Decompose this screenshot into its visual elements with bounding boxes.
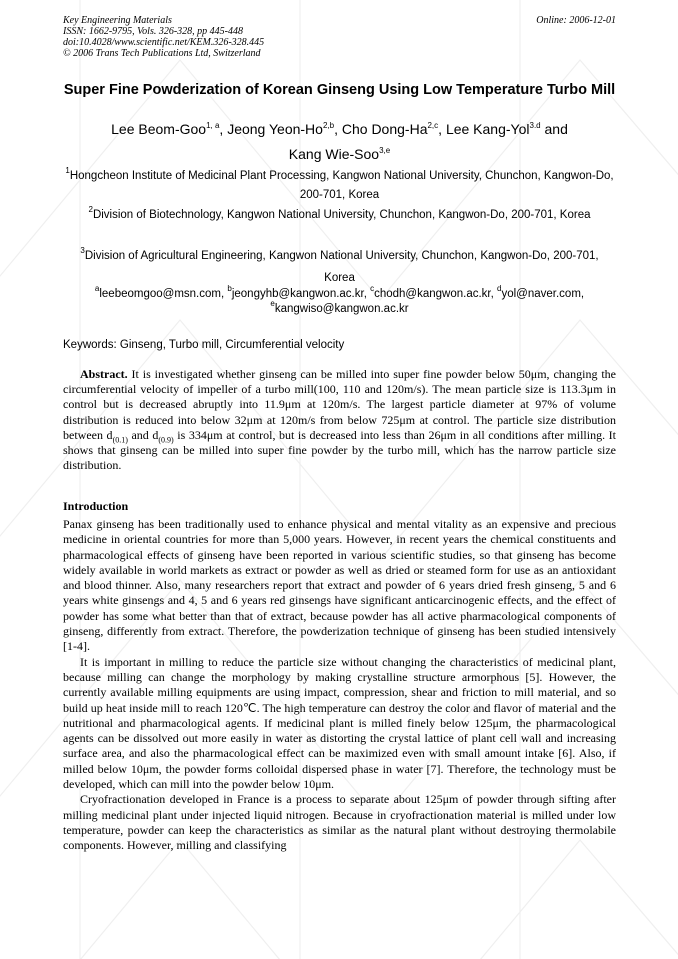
paragraph: Panax ginseng has been traditionally used to enhance physical and mental vitality as an expensive and precious medicine in oriental countries for more than 5,000 years. However, in recent years the chemical constituents and pharmacological effects of ginseng have been reported in various scientific studies, so that ginseng has become widely available in world markets as extract or powder as well as dried or steamed form for use as an antioxidant and blood thinner. Also, many researchers report that extract and powder of 6 years dried fresh ginseng, 5 and 6 years white ginsengs and 4, 5 and 6 years red ginsengs have significant anticarcinogenic effects, and the effect of powder has some what better than that of extract, because powder has all active pharmacological components of ginseng, differently from extract. Therefore, the powderization technique of ginseng has been studied intensively [1-4]. <box>63 517 616 654</box>
author: Cho Dong-Ha$^{2,c}$ <box>341 121 439 137</box>
journal-header <box>63 15 616 59</box>
paper-title: Super Fine Powderization of Korean Ginseng Using Low Temperature Turbo Mill <box>63 82 616 98</box>
doi-line: doi:10.4028/www.scientific.net/KEM.326-328.445 <box>63 37 265 48</box>
section-heading: Introduction <box>63 499 129 513</box>
affiliation-3: $^3$Division of Agricultural Engineering, Kangwon National University, Chunchon, Kangwon-Do, 200-701, Korea <box>80 246 599 284</box>
author: Kang Wie-Soo$^{3,e}$ <box>288 146 391 162</box>
author: Lee Kang-Yol$^{3.d}$ <box>445 121 541 137</box>
author-list: Lee Beom-Goo$^{1, a}$, Jeong Yeon-Ho$^{2,b}$, Cho Dong-Ha$^{2,c}$, Lee Kang-Yol$^{3.d}$ and Kang Wie-Soo$^{3,e}$ <box>111 121 568 162</box>
section-body <box>63 517 616 854</box>
abstract: Abstract. It is investigated whether ginseng can be milled into super fine powder below 50μm, changing the circumferential velocity of impeller of a turbo mill(100, 110 and 120m/s). The mean particle size is 113.3μm in control but is decreased abruptly into 11.9μm at 120m/s. The largest particle diameter at 97% of volume distribution is reduced into below 32μm at 120m/s from below 725μm at control. The particle size distribution between $d_{(0.1)}$ and $d_{(0.9)}$ is 334μm at control, but is decreased into less than 26μm in all conditions after milling. It shows that ginseng can be milled into super fine powder by the turbo mill, which has the narrow particle size distribution. <box>63 367 616 473</box>
affiliation-1: $^1$Hongcheon Institute of Medicinal Plant Processing, Kangwon National University, Chunchon, Kangwon-Do, 200-701, Korea <box>65 166 614 201</box>
email: $^d$yol@naver.com, <box>497 284 585 300</box>
affiliation-2: $^2$Division of Biotechnology, Kangwon National University, Chunchon, Kangwon-Do, 200-701, Korea <box>88 205 591 221</box>
email: $^a$leebeomgoo@msn.com, <box>94 284 228 300</box>
journal-name: Key Engineering Materials <box>63 15 172 26</box>
email: $^c$chodh@kangwon.ac.kr, <box>370 284 498 300</box>
author: Jeong Yeon-Ho$^{2,b}$ <box>227 121 335 137</box>
abstract-label: Abstract. <box>80 367 128 381</box>
paragraph: Cryofractionation developed in France is a process to separate about 125μm of powder through sifting after milling medicinal plant under injected liquid nitrogen. Because in cryofractionation material is milled under low temperature, powder can keep the characteristics as similar as the natural plant without destroying thermolabile components. However, milling and classifying <box>63 792 616 853</box>
email: $^b$jeongyhb@kangwon.ac.kr, <box>227 284 371 300</box>
paragraph: It is important in milling to reduce the particle size without changing the characteristics of medicinal plant, because milling can change the morphology by making crystalline structure armorphous [5]. However, the currently available milling equipments are using impact, compression, shear and friction to mill material, and so build up heat inside mill to reach 120℃. The high temperature can destroy the color and flavor of material and the nutritional and pharmacological agents. If medicinal plant is milled finely below 125μm, the pharmacological agents can be dissolved out more easily in water as distorting the crystal lattice of plant cell wall and increasing surface area, and also the pharmacological effect can be maximized even with small amount intake [6]. Also, if milled below 10μm, the powder forms colloidal dispersed phase in water [7]. Therefore, the technology must be developed, which can mill into the powder below 10μm. <box>63 654 616 792</box>
keywords: Keywords: Ginseng, Turbo mill, Circumferential velocity <box>63 339 345 351</box>
online-date: Online: 2006-12-01 <box>536 15 616 26</box>
copyright-line: © 2006 Trans Tech Publications Ltd, Switzerland <box>63 48 261 59</box>
issn-line: ISSN: 1662-9795, Vols. 326-328, pp 445-448 <box>63 26 243 37</box>
email: $^e$kangwiso@kangwon.ac.kr <box>270 299 409 315</box>
email-list <box>63 284 616 317</box>
author: Lee Beom-Goo$^{1, a}$ <box>111 121 220 137</box>
